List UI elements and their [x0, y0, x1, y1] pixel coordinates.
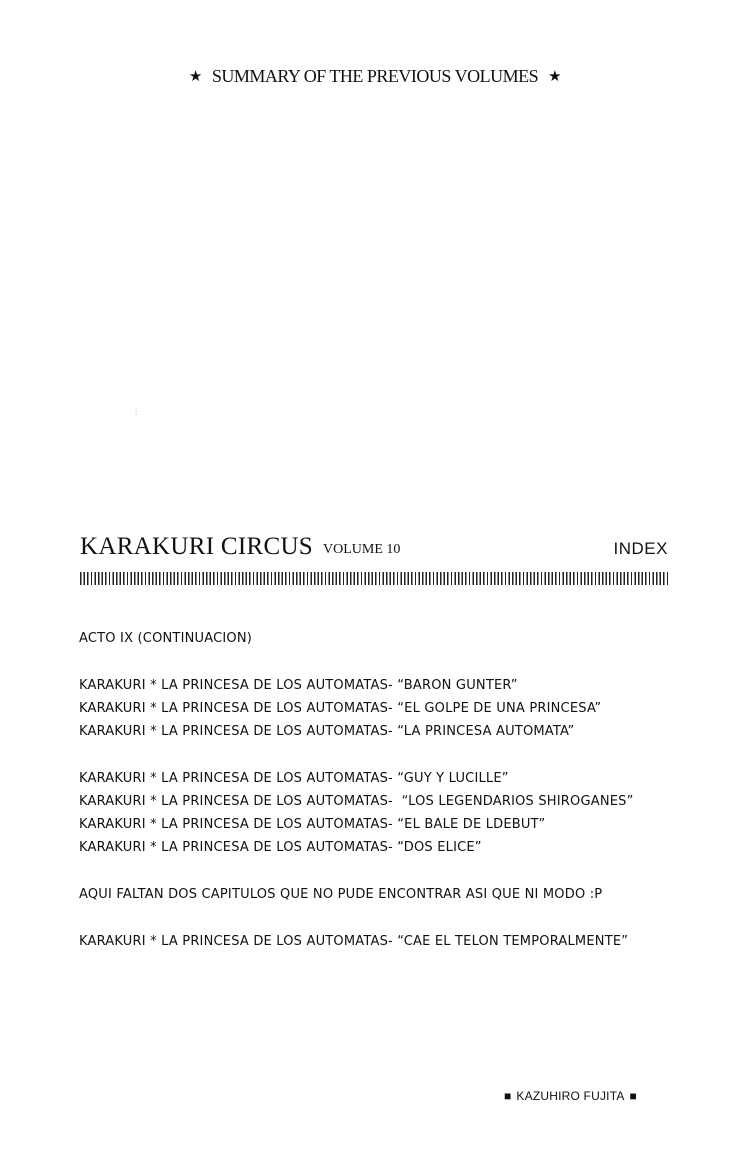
chapter-entry: KARAKURI * LA PRINCESA DE LOS AUTOMATAS- “DOS ELICE”: [79, 840, 482, 855]
table-of-contents: [79, 627, 719, 953]
index-header: [80, 533, 668, 567]
speck-mark: :: [135, 408, 138, 417]
author-credit: [499, 1089, 642, 1103]
chapter-entry: KARAKURI * LA PRINCESA DE LOS AUTOMATAS- “BARON GUNTER”: [79, 678, 518, 693]
summary-heading: [0, 66, 750, 87]
chapter-entry: KARAKURI * LA PRINCESA DE LOS AUTOMATAS- “EL BALE DE LDEBUT”: [79, 817, 546, 832]
author-name: KAZUHIRO FUJITA: [516, 1089, 625, 1103]
chapter-entry: KARAKURI * LA PRINCESA DE LOS AUTOMATAS- “GUY Y LUCILLE”: [79, 771, 509, 786]
chapter-entry: KARAKURI * LA PRINCESA DE LOS AUTOMATAS- “LOS LEGENDARIOS SHIROGANES”: [79, 794, 634, 809]
act-heading: ACTO IX (CONTINUACION): [79, 631, 253, 646]
star-right-icon: ★: [548, 69, 562, 85]
chapter-entry: KARAKURI * LA PRINCESA DE LOS AUTOMATAS- “LA PRINCESA AUTOMATA”: [79, 724, 575, 739]
summary-title: SUMMARY OF THE PREVIOUS VOLUMES: [211, 66, 539, 86]
volume-label: VOLUME 10: [323, 542, 401, 557]
translator-note: AQUI FALTAN DOS CAPITULOS QUE NO PUDE ENCONTRAR ASI QUE NI MODO :P: [79, 887, 603, 902]
chapter-entry: KARAKURI * LA PRINCESA DE LOS AUTOMATAS- “CAE EL TELON TEMPORALMENTE”: [79, 934, 629, 949]
chapter-entry: KARAKURI * LA PRINCESA DE LOS AUTOMATAS- “EL GOLPE DE UNA PRINCESA”: [79, 701, 602, 716]
book-title: KARAKURI CIRCUS: [80, 533, 314, 560]
star-left-icon: ★: [188, 69, 202, 85]
square-left-icon: ■: [503, 1089, 512, 1103]
index-label: INDEX: [613, 539, 668, 558]
square-right-icon: ■: [629, 1089, 637, 1103]
barcode-divider: [80, 572, 668, 585]
